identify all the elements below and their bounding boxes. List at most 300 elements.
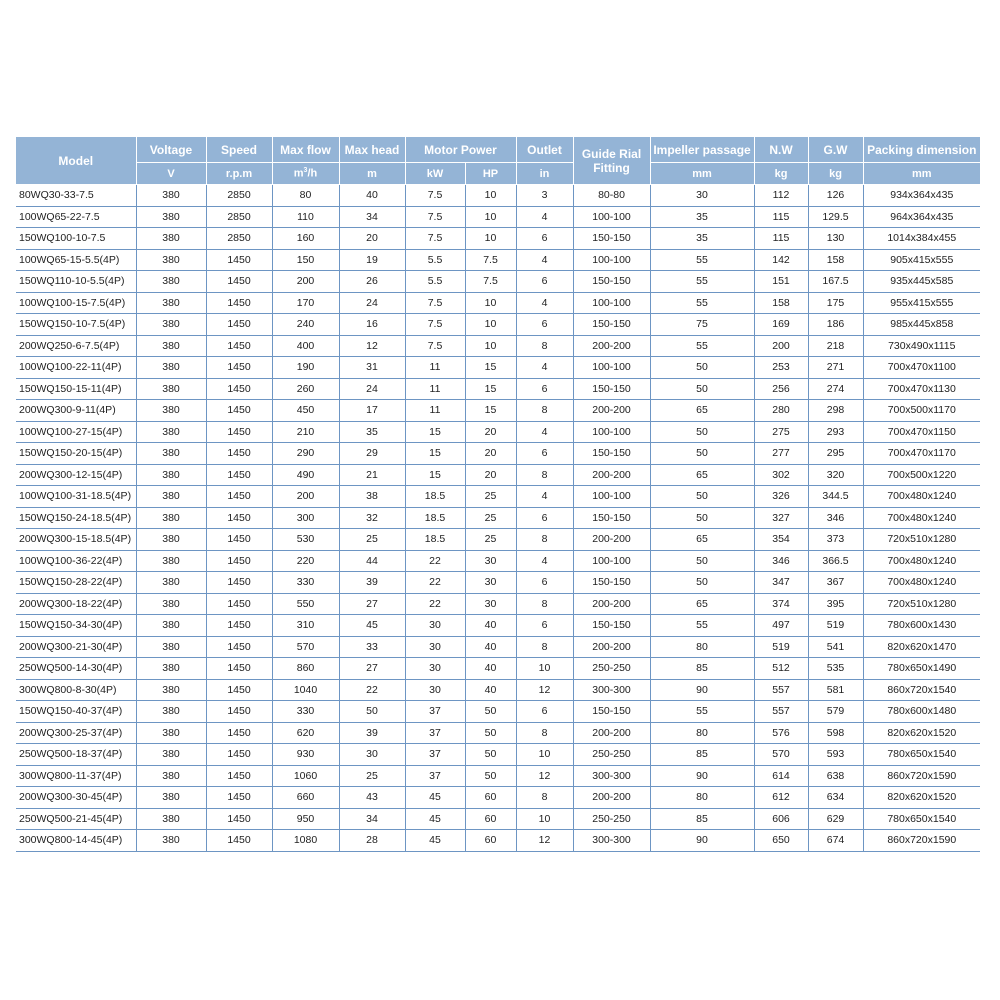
cell-net-weight: 614 xyxy=(754,765,808,787)
cell-gross-weight: 293 xyxy=(808,421,863,443)
cell-max-flow: 290 xyxy=(272,443,339,465)
cell-voltage: 380 xyxy=(136,249,206,271)
cell-model: 300WQ800-8-30(4P) xyxy=(16,679,136,701)
cell-outlet: 4 xyxy=(516,357,573,379)
cell-guide-rail: 200-200 xyxy=(573,464,650,486)
unit-flow-tail: /h xyxy=(307,167,318,180)
cell-motor-kw: 37 xyxy=(405,744,465,766)
cell-gross-weight: 593 xyxy=(808,744,863,766)
cell-outlet: 8 xyxy=(516,529,573,551)
header-guide-rail: Guide Rial Fitting xyxy=(573,137,650,185)
cell-voltage: 380 xyxy=(136,357,206,379)
cell-impeller-passage: 65 xyxy=(650,529,754,551)
cell-guide-rail: 250-250 xyxy=(573,744,650,766)
cell-motor-kw: 7.5 xyxy=(405,335,465,357)
table-row xyxy=(16,765,980,787)
cell-gross-weight: 186 xyxy=(808,314,863,336)
cell-max-flow: 930 xyxy=(272,744,339,766)
cell-packing-dimension: 780x650x1490 xyxy=(863,658,980,680)
cell-impeller-passage: 50 xyxy=(650,486,754,508)
table-row xyxy=(16,185,980,207)
cell-motor-kw: 7.5 xyxy=(405,292,465,314)
cell-voltage: 380 xyxy=(136,701,206,723)
header-voltage: Voltage xyxy=(136,137,206,163)
cell-outlet: 8 xyxy=(516,787,573,809)
cell-motor-kw: 18.5 xyxy=(405,507,465,529)
cell-net-weight: 112 xyxy=(754,185,808,207)
cell-motor-kw: 45 xyxy=(405,787,465,809)
cell-outlet: 3 xyxy=(516,185,573,207)
cell-guide-rail: 300-300 xyxy=(573,765,650,787)
cell-gross-weight: 344.5 xyxy=(808,486,863,508)
table-row xyxy=(16,722,980,744)
cell-max-flow: 200 xyxy=(272,486,339,508)
cell-net-weight: 169 xyxy=(754,314,808,336)
cell-impeller-passage: 50 xyxy=(650,357,754,379)
cell-model: 200WQ300-9-11(4P) xyxy=(16,400,136,422)
cell-packing-dimension: 780x600x1480 xyxy=(863,701,980,723)
cell-guide-rail: 300-300 xyxy=(573,679,650,701)
cell-voltage: 380 xyxy=(136,507,206,529)
cell-impeller-passage: 50 xyxy=(650,421,754,443)
cell-model: 150WQ100-10-7.5 xyxy=(16,228,136,250)
header-impeller-passage: Impeller passage xyxy=(650,137,754,163)
cell-packing-dimension: 955x415x555 xyxy=(863,292,980,314)
cell-motor-kw: 30 xyxy=(405,615,465,637)
cell-max-head: 40 xyxy=(339,185,405,207)
cell-max-head: 32 xyxy=(339,507,405,529)
cell-model: 100WQ100-36-22(4P) xyxy=(16,550,136,572)
cell-guide-rail: 150-150 xyxy=(573,228,650,250)
cell-model: 250WQ500-14-30(4P) xyxy=(16,658,136,680)
cell-guide-rail: 100-100 xyxy=(573,206,650,228)
cell-voltage: 380 xyxy=(136,400,206,422)
cell-packing-dimension: 860x720x1590 xyxy=(863,765,980,787)
cell-guide-rail: 100-100 xyxy=(573,249,650,271)
cell-packing-dimension: 780x650x1540 xyxy=(863,808,980,830)
table-row xyxy=(16,658,980,680)
cell-outlet: 6 xyxy=(516,314,573,336)
cell-outlet: 8 xyxy=(516,636,573,658)
header-motor-power: Motor Power xyxy=(405,137,516,163)
cell-speed: 1450 xyxy=(206,593,272,615)
cell-outlet: 12 xyxy=(516,765,573,787)
cell-guide-rail: 200-200 xyxy=(573,529,650,551)
cell-model: 100WQ100-15-7.5(4P) xyxy=(16,292,136,314)
cell-gross-weight: 535 xyxy=(808,658,863,680)
cell-motor-hp: 40 xyxy=(465,615,516,637)
cell-impeller-passage: 55 xyxy=(650,701,754,723)
cell-voltage: 380 xyxy=(136,335,206,357)
cell-speed: 1450 xyxy=(206,507,272,529)
cell-gross-weight: 638 xyxy=(808,765,863,787)
table-row xyxy=(16,378,980,400)
header-outlet: Outlet xyxy=(516,137,573,163)
cell-packing-dimension: 1014x384x455 xyxy=(863,228,980,250)
cell-voltage: 380 xyxy=(136,636,206,658)
cell-speed: 1450 xyxy=(206,658,272,680)
table-row xyxy=(16,486,980,508)
cell-impeller-passage: 55 xyxy=(650,335,754,357)
cell-motor-hp: 25 xyxy=(465,507,516,529)
cell-impeller-passage: 65 xyxy=(650,464,754,486)
cell-impeller-passage: 90 xyxy=(650,679,754,701)
cell-gross-weight: 367 xyxy=(808,572,863,594)
cell-impeller-passage: 90 xyxy=(650,765,754,787)
cell-motor-hp: 40 xyxy=(465,658,516,680)
cell-impeller-passage: 65 xyxy=(650,593,754,615)
table-row xyxy=(16,206,980,228)
cell-max-flow: 330 xyxy=(272,572,339,594)
cell-net-weight: 570 xyxy=(754,744,808,766)
cell-motor-hp: 60 xyxy=(465,830,516,852)
table-row xyxy=(16,314,980,336)
cell-gross-weight: 158 xyxy=(808,249,863,271)
cell-gross-weight: 581 xyxy=(808,679,863,701)
cell-net-weight: 497 xyxy=(754,615,808,637)
cell-net-weight: 519 xyxy=(754,636,808,658)
cell-model: 150WQ150-34-30(4P) xyxy=(16,615,136,637)
cell-outlet: 6 xyxy=(516,701,573,723)
cell-speed: 2850 xyxy=(206,206,272,228)
cell-guide-rail: 150-150 xyxy=(573,615,650,637)
header-max-flow: Max flow xyxy=(272,137,339,163)
cell-guide-rail: 100-100 xyxy=(573,550,650,572)
cell-gross-weight: 579 xyxy=(808,701,863,723)
cell-voltage: 380 xyxy=(136,443,206,465)
cell-motor-hp: 10 xyxy=(465,314,516,336)
cell-motor-kw: 30 xyxy=(405,636,465,658)
cell-packing-dimension: 935x445x585 xyxy=(863,271,980,293)
cell-outlet: 4 xyxy=(516,486,573,508)
cell-model: 300WQ800-14-45(4P) xyxy=(16,830,136,852)
table-row xyxy=(16,292,980,314)
cell-speed: 1450 xyxy=(206,744,272,766)
cell-motor-kw: 30 xyxy=(405,679,465,701)
cell-voltage: 380 xyxy=(136,572,206,594)
cell-speed: 2850 xyxy=(206,228,272,250)
cell-outlet: 6 xyxy=(516,507,573,529)
table-row xyxy=(16,787,980,809)
cell-speed: 1450 xyxy=(206,378,272,400)
cell-impeller-passage: 85 xyxy=(650,744,754,766)
cell-max-head: 26 xyxy=(339,271,405,293)
cell-max-flow: 170 xyxy=(272,292,339,314)
cell-max-flow: 1060 xyxy=(272,765,339,787)
cell-motor-hp: 15 xyxy=(465,357,516,379)
table-row xyxy=(16,400,980,422)
cell-guide-rail: 100-100 xyxy=(573,421,650,443)
cell-gross-weight: 674 xyxy=(808,830,863,852)
cell-max-head: 24 xyxy=(339,378,405,400)
cell-max-flow: 80 xyxy=(272,185,339,207)
cell-net-weight: 277 xyxy=(754,443,808,465)
cell-guide-rail: 250-250 xyxy=(573,658,650,680)
cell-max-head: 28 xyxy=(339,830,405,852)
cell-outlet: 4 xyxy=(516,421,573,443)
cell-speed: 1450 xyxy=(206,271,272,293)
cell-net-weight: 280 xyxy=(754,400,808,422)
cell-model: 300WQ800-11-37(4P) xyxy=(16,765,136,787)
table-row xyxy=(16,357,980,379)
unit-kw: kW xyxy=(405,163,465,185)
cell-model: 150WQ150-28-22(4P) xyxy=(16,572,136,594)
cell-impeller-passage: 50 xyxy=(650,550,754,572)
cell-motor-kw: 15 xyxy=(405,464,465,486)
cell-net-weight: 557 xyxy=(754,679,808,701)
table-header xyxy=(16,137,980,185)
cell-speed: 1450 xyxy=(206,636,272,658)
cell-voltage: 380 xyxy=(136,615,206,637)
cell-impeller-passage: 35 xyxy=(650,206,754,228)
cell-max-flow: 950 xyxy=(272,808,339,830)
cell-motor-hp: 30 xyxy=(465,572,516,594)
cell-max-flow: 310 xyxy=(272,615,339,637)
cell-packing-dimension: 700x480x1240 xyxy=(863,572,980,594)
cell-speed: 1450 xyxy=(206,464,272,486)
cell-voltage: 380 xyxy=(136,486,206,508)
cell-max-flow: 450 xyxy=(272,400,339,422)
cell-gross-weight: 320 xyxy=(808,464,863,486)
cell-max-flow: 190 xyxy=(272,357,339,379)
table-body xyxy=(16,185,980,852)
cell-motor-hp: 50 xyxy=(465,722,516,744)
cell-gross-weight: 373 xyxy=(808,529,863,551)
cell-guide-rail: 150-150 xyxy=(573,507,650,529)
cell-packing-dimension: 860x720x1590 xyxy=(863,830,980,852)
unit-flow-base: m xyxy=(293,167,304,180)
cell-motor-hp: 50 xyxy=(465,744,516,766)
table-row xyxy=(16,507,980,529)
cell-speed: 1450 xyxy=(206,529,272,551)
cell-guide-rail: 150-150 xyxy=(573,443,650,465)
cell-net-weight: 347 xyxy=(754,572,808,594)
cell-motor-kw: 45 xyxy=(405,830,465,852)
unit-impeller: mm xyxy=(650,163,754,185)
cell-impeller-passage: 90 xyxy=(650,830,754,852)
cell-gross-weight: 598 xyxy=(808,722,863,744)
cell-voltage: 380 xyxy=(136,185,206,207)
cell-speed: 1450 xyxy=(206,292,272,314)
cell-voltage: 380 xyxy=(136,378,206,400)
cell-packing-dimension: 730x490x1115 xyxy=(863,335,980,357)
cell-net-weight: 557 xyxy=(754,701,808,723)
cell-impeller-passage: 55 xyxy=(650,615,754,637)
cell-gross-weight: 366.5 xyxy=(808,550,863,572)
cell-packing-dimension: 905x415x555 xyxy=(863,249,980,271)
cell-voltage: 380 xyxy=(136,787,206,809)
header-speed: Speed xyxy=(206,137,272,163)
cell-net-weight: 253 xyxy=(754,357,808,379)
cell-max-flow: 210 xyxy=(272,421,339,443)
cell-model: 200WQ300-30-45(4P) xyxy=(16,787,136,809)
cell-max-head: 25 xyxy=(339,529,405,551)
cell-speed: 1450 xyxy=(206,335,272,357)
cell-max-head: 20 xyxy=(339,228,405,250)
cell-packing-dimension: 720x510x1280 xyxy=(863,593,980,615)
cell-impeller-passage: 50 xyxy=(650,507,754,529)
cell-outlet: 8 xyxy=(516,722,573,744)
cell-speed: 1450 xyxy=(206,314,272,336)
cell-net-weight: 115 xyxy=(754,206,808,228)
cell-motor-hp: 60 xyxy=(465,808,516,830)
cell-gross-weight: 274 xyxy=(808,378,863,400)
cell-net-weight: 256 xyxy=(754,378,808,400)
cell-motor-hp: 10 xyxy=(465,292,516,314)
cell-max-flow: 220 xyxy=(272,550,339,572)
cell-model: 200WQ300-15-18.5(4P) xyxy=(16,529,136,551)
cell-motor-kw: 15 xyxy=(405,421,465,443)
cell-outlet: 6 xyxy=(516,378,573,400)
unit-head: m xyxy=(339,163,405,185)
cell-net-weight: 151 xyxy=(754,271,808,293)
cell-speed: 1450 xyxy=(206,572,272,594)
cell-gross-weight: 129.5 xyxy=(808,206,863,228)
cell-packing-dimension: 934x364x435 xyxy=(863,185,980,207)
cell-motor-hp: 30 xyxy=(465,593,516,615)
cell-net-weight: 142 xyxy=(754,249,808,271)
cell-model: 80WQ30-33-7.5 xyxy=(16,185,136,207)
cell-motor-kw: 18.5 xyxy=(405,486,465,508)
cell-motor-kw: 22 xyxy=(405,593,465,615)
cell-max-head: 45 xyxy=(339,615,405,637)
cell-motor-hp: 40 xyxy=(465,679,516,701)
cell-voltage: 380 xyxy=(136,292,206,314)
cell-motor-kw: 22 xyxy=(405,550,465,572)
cell-max-head: 25 xyxy=(339,765,405,787)
cell-guide-rail: 300-300 xyxy=(573,830,650,852)
cell-guide-rail: 150-150 xyxy=(573,314,650,336)
cell-max-head: 29 xyxy=(339,443,405,465)
cell-motor-kw: 30 xyxy=(405,658,465,680)
cell-max-flow: 570 xyxy=(272,636,339,658)
unit-outlet: in xyxy=(516,163,573,185)
cell-packing-dimension: 780x600x1430 xyxy=(863,615,980,637)
cell-impeller-passage: 75 xyxy=(650,314,754,336)
cell-model: 150WQ150-10-7.5(4P) xyxy=(16,314,136,336)
cell-max-head: 31 xyxy=(339,357,405,379)
unit-nw: kg xyxy=(754,163,808,185)
header-gw: G.W xyxy=(808,137,863,163)
cell-motor-kw: 37 xyxy=(405,722,465,744)
table-row xyxy=(16,830,980,852)
cell-net-weight: 326 xyxy=(754,486,808,508)
cell-impeller-passage: 50 xyxy=(650,443,754,465)
cell-speed: 1450 xyxy=(206,421,272,443)
unit-voltage: V xyxy=(136,163,206,185)
table-row xyxy=(16,443,980,465)
cell-guide-rail: 80-80 xyxy=(573,185,650,207)
cell-max-flow: 110 xyxy=(272,206,339,228)
cell-packing-dimension: 820x620x1520 xyxy=(863,787,980,809)
cell-motor-kw: 18.5 xyxy=(405,529,465,551)
cell-voltage: 380 xyxy=(136,679,206,701)
cell-motor-kw: 11 xyxy=(405,400,465,422)
cell-motor-kw: 11 xyxy=(405,378,465,400)
table-row xyxy=(16,421,980,443)
cell-voltage: 380 xyxy=(136,658,206,680)
cell-motor-hp: 40 xyxy=(465,636,516,658)
cell-outlet: 8 xyxy=(516,464,573,486)
cell-motor-hp: 20 xyxy=(465,464,516,486)
cell-outlet: 4 xyxy=(516,249,573,271)
cell-gross-weight: 395 xyxy=(808,593,863,615)
cell-gross-weight: 130 xyxy=(808,228,863,250)
unit-speed: r.p.m xyxy=(206,163,272,185)
cell-gross-weight: 346 xyxy=(808,507,863,529)
cell-max-flow: 300 xyxy=(272,507,339,529)
cell-net-weight: 302 xyxy=(754,464,808,486)
cell-voltage: 380 xyxy=(136,421,206,443)
cell-impeller-passage: 80 xyxy=(650,636,754,658)
table-row xyxy=(16,550,980,572)
cell-speed: 1450 xyxy=(206,486,272,508)
table-row xyxy=(16,593,980,615)
header-model: Model xyxy=(16,137,136,185)
cell-gross-weight: 295 xyxy=(808,443,863,465)
cell-net-weight: 275 xyxy=(754,421,808,443)
cell-motor-hp: 7.5 xyxy=(465,271,516,293)
cell-packing-dimension: 700x500x1220 xyxy=(863,464,980,486)
cell-packing-dimension: 820x620x1520 xyxy=(863,722,980,744)
cell-guide-rail: 250-250 xyxy=(573,808,650,830)
cell-motor-hp: 7.5 xyxy=(465,249,516,271)
cell-motor-kw: 15 xyxy=(405,443,465,465)
cell-net-weight: 576 xyxy=(754,722,808,744)
cell-motor-hp: 10 xyxy=(465,206,516,228)
cell-model: 100WQ100-22-11(4P) xyxy=(16,357,136,379)
cell-motor-hp: 60 xyxy=(465,787,516,809)
cell-speed: 1450 xyxy=(206,550,272,572)
cell-packing-dimension: 700x480x1240 xyxy=(863,486,980,508)
cell-motor-hp: 25 xyxy=(465,486,516,508)
table-row xyxy=(16,572,980,594)
cell-impeller-passage: 35 xyxy=(650,228,754,250)
cell-max-head: 44 xyxy=(339,550,405,572)
cell-model: 100WQ65-15-5.5(4P) xyxy=(16,249,136,271)
cell-motor-hp: 20 xyxy=(465,421,516,443)
cell-max-head: 19 xyxy=(339,249,405,271)
cell-outlet: 4 xyxy=(516,292,573,314)
cell-motor-hp: 25 xyxy=(465,529,516,551)
cell-speed: 1450 xyxy=(206,679,272,701)
cell-max-head: 38 xyxy=(339,486,405,508)
cell-gross-weight: 167.5 xyxy=(808,271,863,293)
table-row xyxy=(16,529,980,551)
cell-voltage: 380 xyxy=(136,593,206,615)
cell-motor-kw: 45 xyxy=(405,808,465,830)
header-packing-dimension: Packing dimension xyxy=(863,137,980,163)
cell-speed: 2850 xyxy=(206,185,272,207)
cell-model: 200WQ250-6-7.5(4P) xyxy=(16,335,136,357)
cell-motor-kw: 7.5 xyxy=(405,314,465,336)
cell-max-head: 27 xyxy=(339,658,405,680)
cell-max-head: 24 xyxy=(339,292,405,314)
cell-model: 150WQ150-24-18.5(4P) xyxy=(16,507,136,529)
table-row xyxy=(16,808,980,830)
header-max-head: Max head xyxy=(339,137,405,163)
cell-gross-weight: 541 xyxy=(808,636,863,658)
header-nw: N.W xyxy=(754,137,808,163)
cell-guide-rail: 200-200 xyxy=(573,593,650,615)
cell-voltage: 380 xyxy=(136,765,206,787)
cell-voltage: 380 xyxy=(136,271,206,293)
cell-voltage: 380 xyxy=(136,550,206,572)
cell-packing-dimension: 700x470x1130 xyxy=(863,378,980,400)
cell-impeller-passage: 50 xyxy=(650,378,754,400)
cell-motor-hp: 15 xyxy=(465,378,516,400)
cell-impeller-passage: 85 xyxy=(650,658,754,680)
